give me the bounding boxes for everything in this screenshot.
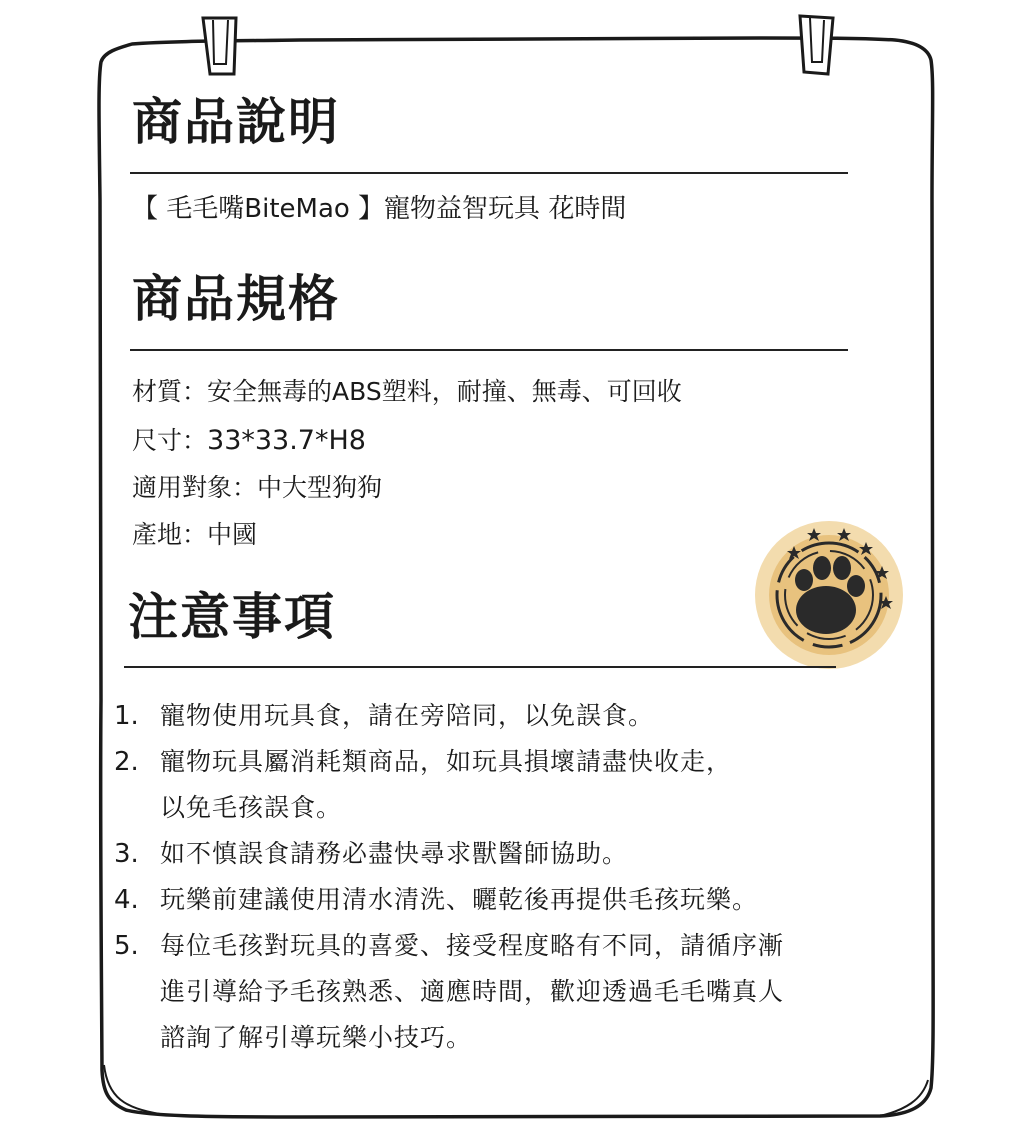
list-item-text: 寵物使用玩具食，請在旁陪同，以免誤食。 [160,701,655,730]
spec-target [132,475,382,500]
divider [130,349,848,351]
spec-value: 33*33.7*H8 [207,425,366,456]
list-item-number: 2. [114,747,139,777]
list-item-number: 1. [114,701,139,731]
paper-clip-icon [203,18,236,74]
spec-material [132,379,682,404]
list-item-number: 5. [114,931,139,961]
spec-label: 適用對象： [132,473,258,502]
list-item-text: 玩樂前建議使用清水清洗、曬乾後再提供毛孩玩樂。 [160,885,759,914]
spec-size [132,427,366,454]
divider [130,172,848,174]
notes-list [114,693,784,1061]
spec-label: 尺寸： [132,426,208,455]
list-item [114,877,784,923]
list-item [114,739,784,831]
list-item-text: 每位毛孩對玩具的喜愛、接受程度略有不同，請循序漸 進引導給予毛孩熟悉、適應時間，歡迎透過毛毛嘴真人 諮詢了解引導玩樂小技巧。 [160,931,785,1052]
spec-label: 材質： [132,377,208,406]
paper-clip-icon [800,16,833,74]
specs-heading: 商品規格 [132,270,340,328]
spec-value: 中國 [207,520,258,549]
spec-label: 產地： [132,520,208,549]
list-item-number: 3. [114,839,139,869]
list-item [114,923,784,1061]
list-item-number: 4. [114,885,139,915]
notes-heading: 注意事項 [128,588,336,646]
spec-value: 安全無毒的ABS塑料，耐撞、無毒、可回收 [207,377,682,406]
spec-origin [132,522,257,547]
spec-value: 中大型狗狗 [257,473,383,502]
paw-badge-icon [752,518,906,672]
list-item [114,693,784,739]
description-heading: 商品說明 [132,93,340,151]
list-item [114,831,784,877]
product-title: 【 毛毛嘴BiteMao 】寵物益智玩具 花時間 [132,194,627,224]
list-item-text: 寵物玩具屬消耗類商品，如玩具損壞請盡快收走， 以免毛孩誤食。 [160,747,733,822]
divider [124,666,836,668]
list-item-text: 如不慎誤食請務必盡快尋求獸醫師協助。 [160,839,629,868]
